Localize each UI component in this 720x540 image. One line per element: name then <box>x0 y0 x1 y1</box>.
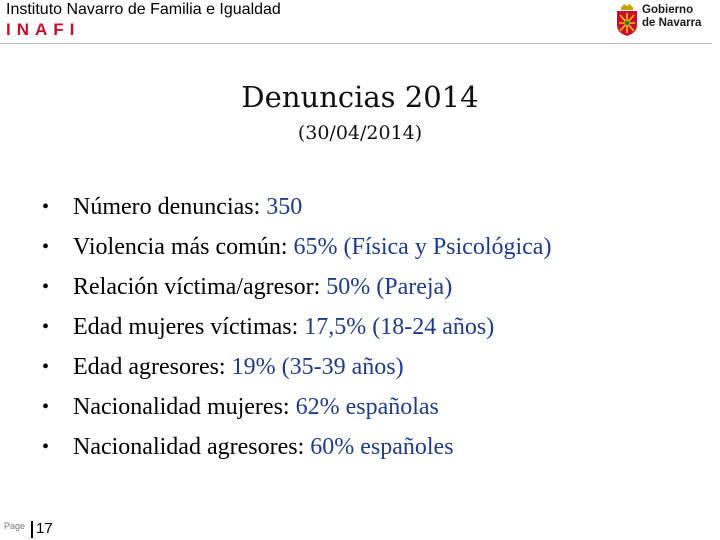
list-item <box>42 187 551 227</box>
logo-line-2: de Navarra <box>642 17 702 29</box>
slide-title: Denuncias 2014 <box>241 80 479 114</box>
slide-subtitle: (30/04/2014) <box>297 122 423 144</box>
bullet-icon: • <box>42 435 50 458</box>
stat-label: Número denuncias: <box>73 193 261 220</box>
bullet-icon: • <box>42 395 50 418</box>
stat-label: Nacionalidad mujeres: <box>73 393 290 420</box>
header-divider <box>0 43 712 44</box>
navarra-coat-of-arms-icon <box>614 3 640 37</box>
page-label: Page <box>4 521 26 531</box>
list-item <box>42 227 551 267</box>
organization-name: Instituto Navarro de Familia e Igualdad <box>6 1 281 18</box>
stat-value: 65% (Física y Psicológica) <box>293 233 552 260</box>
bullet-icon: • <box>42 315 50 338</box>
stat-label: Relación víctima/agresor: <box>73 273 321 300</box>
stat-label: Nacionalidad agresores: <box>73 433 305 460</box>
stat-value: 350 <box>266 193 303 220</box>
stat-label: Violencia más común: <box>73 233 288 260</box>
bullet-icon: • <box>42 275 50 298</box>
logo-line-1: Gobierno <box>642 4 694 16</box>
stat-value: 19% (35-39 años) <box>231 353 404 380</box>
stat-value: 60% españoles <box>310 433 454 460</box>
page-divider <box>31 521 33 538</box>
statistics-list <box>42 187 551 467</box>
gobierno-navarra-logo <box>614 2 714 38</box>
slide-header <box>0 0 720 44</box>
bullet-icon: • <box>42 235 50 258</box>
stat-label: Edad mujeres víctimas: <box>73 313 299 340</box>
bullet-icon: • <box>42 195 50 218</box>
bullet-icon: • <box>42 355 50 378</box>
stat-value: 50% (Pareja) <box>326 273 453 300</box>
list-item <box>42 267 551 307</box>
stat-label: Edad agresores: <box>73 353 226 380</box>
list-item <box>42 387 551 427</box>
organization-abbreviation: INAFI <box>6 20 81 39</box>
logo-text <box>642 4 701 30</box>
stat-value: 17,5% (18-24 años) <box>304 313 495 340</box>
list-item <box>42 347 551 387</box>
page-number: 17 <box>36 520 53 537</box>
stat-value: 62% españolas <box>295 393 439 420</box>
list-item <box>42 307 551 347</box>
list-item <box>42 427 551 467</box>
